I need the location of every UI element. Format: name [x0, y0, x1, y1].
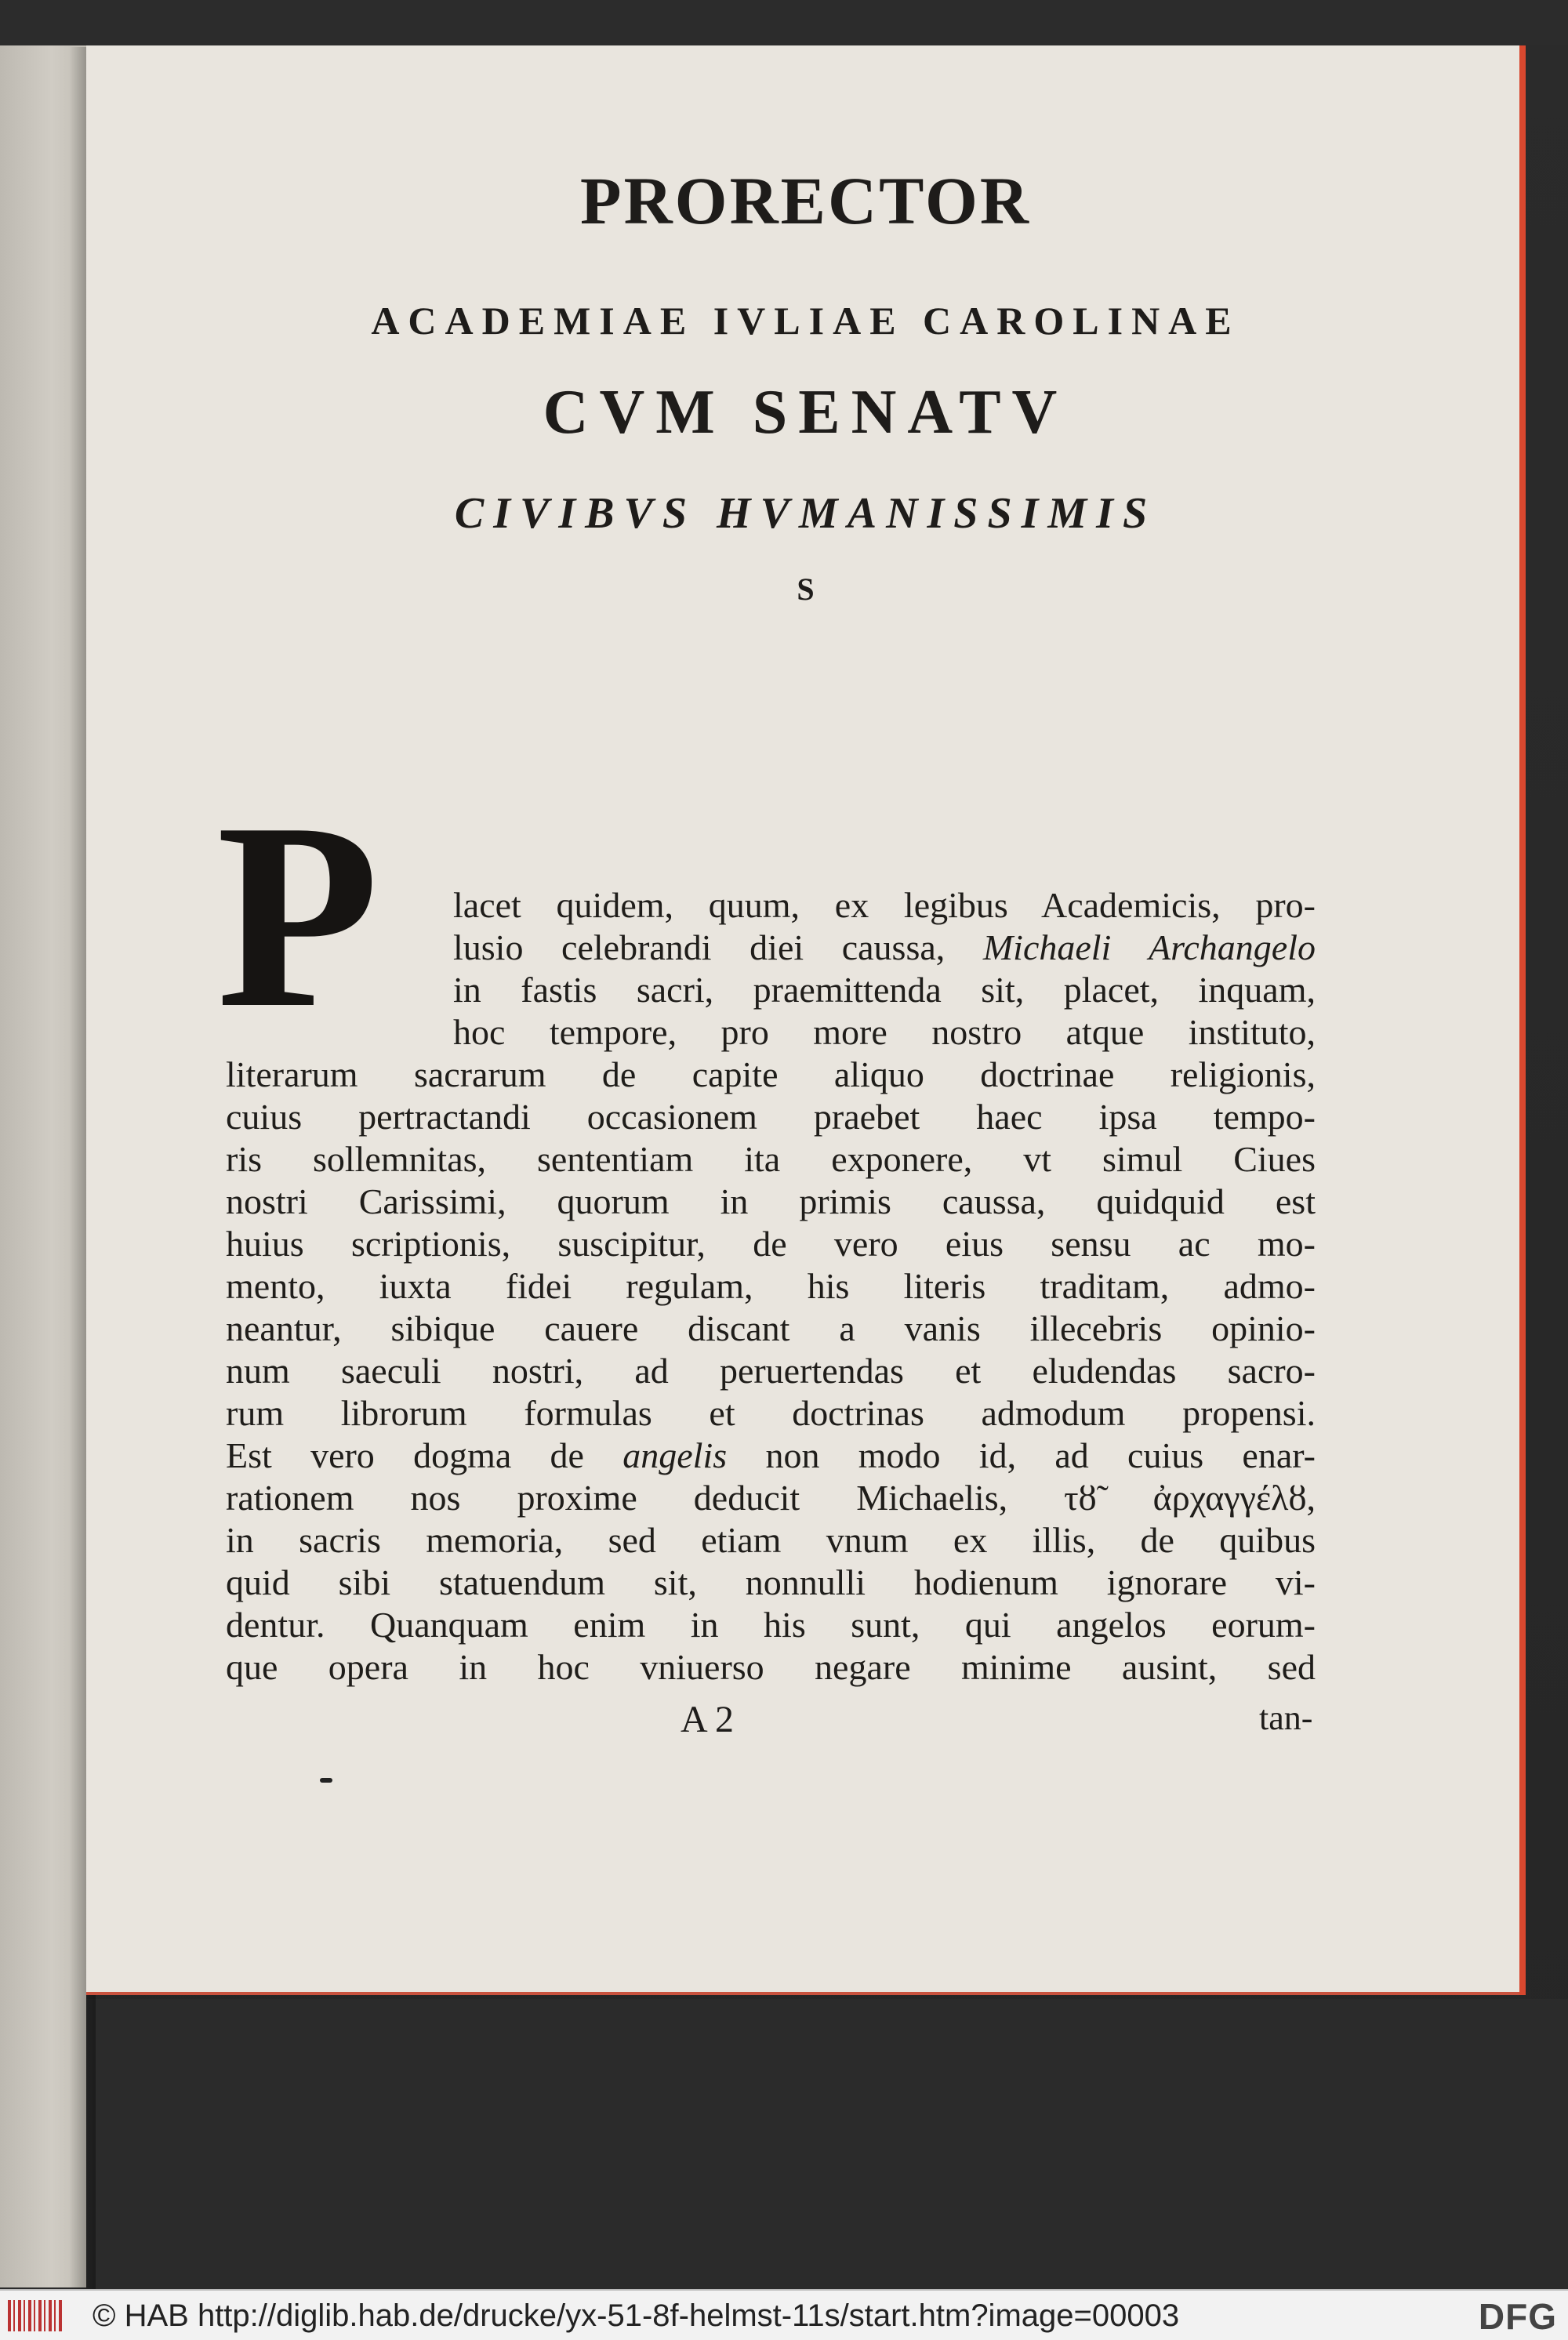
text-line-italic: Michaeli Archangelo	[982, 927, 1316, 967]
text-line-part: Est vero dogma de	[226, 1435, 623, 1475]
text-line-part: non modo id, ad cuius enar-	[727, 1435, 1316, 1475]
text-line: in sacris memoria, sed etiam vnum ex illis, de quibus	[226, 1520, 1316, 1560]
dfg-logo: DFG	[1478, 2296, 1557, 2337]
facing-page-show-through	[5, 281, 75, 1692]
title-citizens: CIVIBVS HVMANISSIMIS	[454, 489, 1157, 538]
text-line	[453, 927, 1316, 969]
text-line: rum librorum formulas et doctrinas admodum propensi.	[226, 1393, 1316, 1433]
text-line: neantur, sibique cauere discant a vanis illecebris opinio-	[226, 1308, 1316, 1348]
barcode-icon	[8, 2300, 63, 2331]
text-line-part: lusio celebrandi diei caussa,	[453, 927, 983, 967]
text-line: cuius pertractandi occasionem praebet haec ipsa tempo-	[226, 1097, 1316, 1137]
title-prorector: PRORECTOR	[580, 163, 1031, 238]
text-line	[226, 1435, 1316, 1477]
text-line: rationem nos proxime deducit Michaelis, τȣ̃ ἀρχαγγέλȣ,	[226, 1478, 1316, 1518]
scan-bottom-border	[0, 1999, 1568, 2289]
text-line: quid sibi statuendum sit, nonnulli hodienum ignorare vi-	[226, 1562, 1316, 1602]
text-line-italic: angelis	[622, 1435, 728, 1475]
book-page	[86, 45, 1525, 1995]
text-line: mento, iuxta fidei regulam, his literis traditam, admo-	[226, 1266, 1316, 1306]
text-line: dentur. Quanquam enim in his sunt, qui angelos eorum-	[226, 1605, 1316, 1645]
scan-top-border	[0, 0, 1568, 45]
drop-cap-initial: P	[216, 767, 379, 1063]
title-salutem: S	[797, 571, 815, 607]
text-line: que opera in hoc vniuerso negare minime ausint, sed	[226, 1647, 1316, 1687]
red-page-edge	[1519, 45, 1526, 1995]
source-url[interactable]: © HAB http://diglib.hab.de/drucke/yx-51-8f-helmst-11s/start.htm?image=00003	[93, 2298, 1180, 2333]
text-line: ris sollemnitas, sententiam ita exponere, vt simul Ciues	[226, 1139, 1316, 1179]
text-line: in fastis sacri, praemittenda sit, placet, inquam,	[453, 970, 1316, 1010]
ink-speck	[320, 1778, 332, 1783]
text-line: lacet quidem, quum, ex legibus Academicis, pro-	[453, 885, 1316, 925]
title-academy: ACADEMIAE IVLIAE CAROLINAE	[371, 299, 1240, 343]
text-line: literarum sacrarum de capite aliquo doctrinae religionis,	[226, 1054, 1316, 1094]
viewer-footer	[0, 2289, 1568, 2340]
title-senate: CVM SENATV	[543, 378, 1069, 447]
text-line: num saeculi nostri, ad peruertendas et eludendas sacro-	[226, 1351, 1316, 1391]
text-line: hoc tempore, pro more nostro atque instituto,	[453, 1012, 1316, 1052]
text-line: nostri Carissimi, quorum in primis caussa, quidquid est	[226, 1181, 1316, 1221]
text-line: huius scriptionis, suscipitur, de vero eius sensu ac mo-	[226, 1224, 1316, 1264]
catchword: tan-	[1259, 1699, 1313, 1737]
signature-mark: A 2	[681, 1699, 735, 1740]
